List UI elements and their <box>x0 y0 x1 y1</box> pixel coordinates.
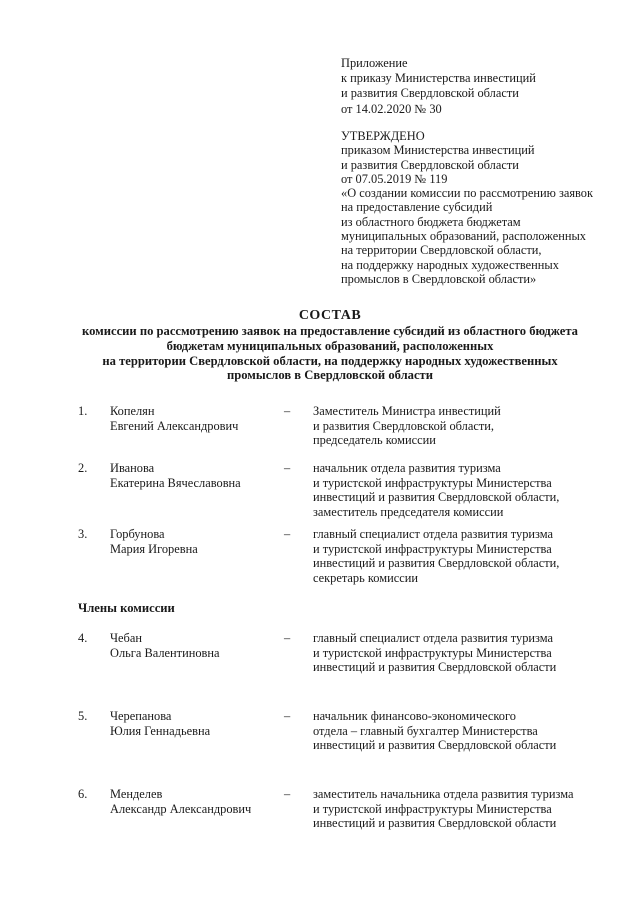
appendix-block <box>341 56 621 117</box>
role-line: инвестиций и развития Свердловской области, <box>313 556 560 571</box>
role-line: начальник отдела развития туризма <box>313 461 501 475</box>
member-role <box>313 787 613 831</box>
title-subline: бюджетам муниципальных образований, расположенных <box>166 338 494 353</box>
approved-line: и развития Свердловской области <box>341 157 519 172</box>
member-role <box>313 709 613 753</box>
approved-line: на поддержку народных художественных <box>341 257 559 272</box>
member-surname: Горбунова <box>110 527 165 541</box>
role-line: инвестиций и развития Свердловской области, <box>313 490 560 505</box>
approved-line: муниципальных образований, расположенных <box>341 229 586 244</box>
member-given-name: Юлия Геннадьевна <box>110 723 211 738</box>
member-number: 4. <box>78 631 88 645</box>
member-number: 5. <box>78 709 88 723</box>
approved-heading: УТВЕРЖДЕНО <box>341 129 425 143</box>
role-line: отдела – главный бухгалтер Министерства <box>313 723 538 738</box>
role-line: начальник финансово-экономического <box>313 709 516 723</box>
member-given-name: Александр Александрович <box>110 801 252 816</box>
role-line: Заместитель Министра инвестиций <box>313 404 501 418</box>
document-title: СОСТАВ <box>298 308 362 323</box>
appendix-line: к приказу Министерства инвестиций <box>341 71 536 86</box>
role-line: председатель комиссии <box>313 433 436 448</box>
member-number: 1. <box>78 404 88 418</box>
member-name <box>110 787 251 816</box>
member-given-name: Мария Игоревна <box>110 541 198 556</box>
title-subline: на территории Свердловской области, на поддержку народных художественных <box>102 353 558 368</box>
approved-line: на территории Свердловской области, <box>341 243 542 258</box>
member-given-name: Ольга Валентиновна <box>110 645 220 660</box>
dash-separator: – <box>284 461 291 475</box>
title-subline: комиссии по рассмотрению заявок на предоставление субсидий из областного бюджета <box>82 324 578 338</box>
appendix-line: от 14.02.2020 № 30 <box>341 101 442 116</box>
member-name <box>110 461 241 490</box>
dash-separator: – <box>284 709 291 723</box>
approved-line: из областного бюджета бюджетам <box>341 214 521 229</box>
dash-separator: – <box>284 404 291 418</box>
role-line: и туристской инфраструктуры Министерства <box>313 645 552 660</box>
title-subline: промыслов в Свердловской области <box>226 368 434 383</box>
role-line: инвестиций и развития Свердловской области <box>313 738 557 753</box>
member-name <box>110 631 220 660</box>
role-line: и туристской инфраструктуры Министерства <box>313 541 552 556</box>
member-name <box>110 709 210 738</box>
member-number: 6. <box>78 787 88 801</box>
role-line: инвестиций и развития Свердловской области <box>313 816 557 831</box>
member-name <box>110 527 198 556</box>
member-role <box>313 631 613 675</box>
title-block <box>40 308 620 383</box>
appendix-line: и развития Свердловской области <box>341 86 519 101</box>
appendix-line: Приложение <box>341 56 408 70</box>
role-line: и развития Свердловской области, <box>313 418 495 433</box>
approved-line: на предоставление субсидий <box>341 200 493 215</box>
role-line: и туристской инфраструктуры Министерства <box>313 475 552 490</box>
member-role <box>313 527 613 586</box>
member-surname: Копелян <box>110 404 155 418</box>
member-surname: Иванова <box>110 461 155 475</box>
approved-line: приказом Министерства инвестиций <box>341 143 535 158</box>
member-number: 2. <box>78 461 88 475</box>
role-line: и туристской инфраструктуры Министерства <box>313 801 552 816</box>
role-line: секретарь комиссии <box>313 571 418 586</box>
dash-separator: – <box>284 527 291 541</box>
member-given-name: Евгений Александрович <box>110 418 239 433</box>
role-line: инвестиций и развития Свердловской области <box>313 660 557 675</box>
role-line: заместитель начальника отдела развития туризма <box>313 787 574 801</box>
approved-block <box>341 129 631 286</box>
approved-line: «О создании комиссии по рассмотрению заявок <box>341 186 594 201</box>
member-role <box>313 404 613 448</box>
dash-separator: – <box>284 631 291 645</box>
role-line: заместитель председателя комиссии <box>313 505 504 520</box>
member-surname: Черепанова <box>110 709 172 723</box>
member-role <box>313 461 613 520</box>
member-name <box>110 404 238 433</box>
approved-line: от 07.05.2019 № 119 <box>341 171 448 186</box>
member-surname: Чебан <box>110 631 142 645</box>
role-line: главный специалист отдела развития туризма <box>313 631 554 645</box>
member-number: 3. <box>78 527 88 541</box>
dash-separator: – <box>284 787 291 801</box>
approved-line: промыслов в Свердловской области» <box>341 271 537 286</box>
role-line: главный специалист отдела развития туризма <box>313 527 554 541</box>
members-heading: Члены комиссии <box>78 601 175 615</box>
member-given-name: Екатерина Вячеславовна <box>110 475 241 490</box>
member-surname: Менделев <box>110 787 163 801</box>
